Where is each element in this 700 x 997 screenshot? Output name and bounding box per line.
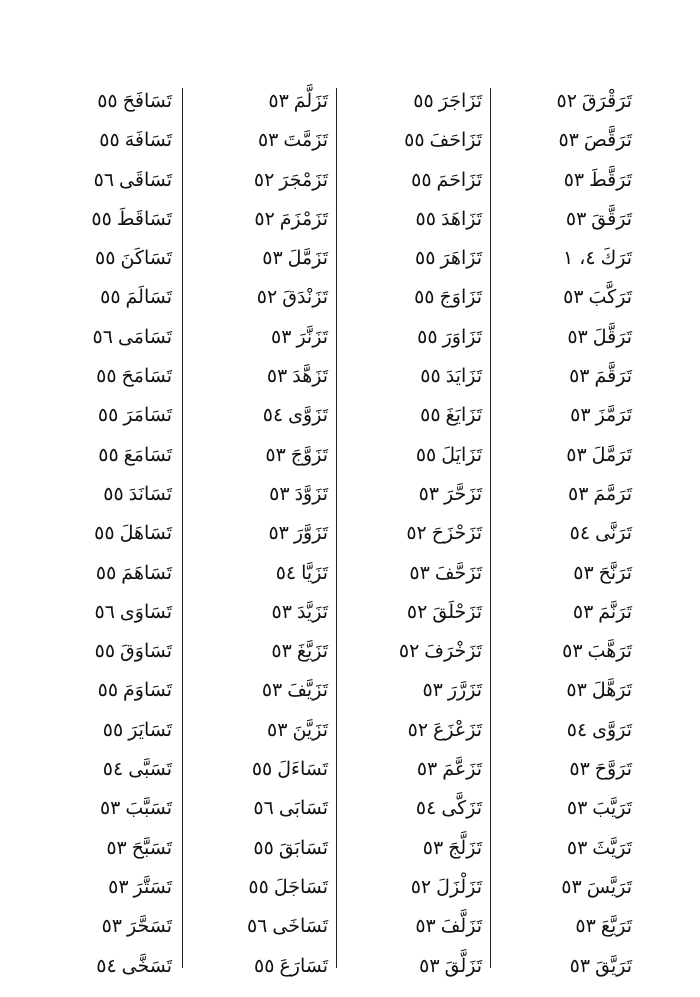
entry-number: ٥٣: [566, 797, 588, 820]
entry-word: تَسَحَّرَ: [127, 915, 172, 938]
entry-word: تَسَاهَمَ: [121, 561, 172, 584]
entry-row: [196, 121, 328, 160]
entry-row: [350, 829, 482, 868]
entry-row: [500, 947, 632, 986]
entry-word: تَرَكَّبَ: [588, 286, 632, 309]
entry-word: تَرَقَّطَ: [589, 168, 632, 191]
entry-word: تَزَيَّفَ: [287, 679, 328, 702]
entry-row: [350, 868, 482, 907]
entry-row: [500, 82, 632, 121]
entry-row: [196, 789, 328, 828]
entry-row: [196, 829, 328, 868]
entry-word: تَرَيَّسَ: [586, 875, 632, 898]
entry-number: ٥٣: [569, 758, 590, 781]
entry-word: تَزَنَّرَ: [296, 325, 328, 348]
entry-word: تَرَوَّى: [592, 718, 632, 741]
entry-number: ٥٣: [268, 522, 289, 545]
entry-number: ٥٥: [100, 286, 121, 309]
column-3: [196, 82, 328, 986]
entry-word: تَزَحْزَحَ: [431, 522, 482, 545]
entry-word: تَزَاحَفَ: [429, 129, 482, 152]
entry-row: [40, 514, 172, 553]
entry-word: تَسَاقَى: [119, 168, 172, 191]
entry-row: [350, 907, 482, 946]
entry-word: تَسَاءَلَ: [277, 758, 328, 781]
entry-word: تَسَتَّرَ: [133, 875, 172, 898]
entry-row: [350, 632, 482, 671]
entry-row: [196, 947, 328, 986]
entry-row: [350, 514, 482, 553]
entry-number: ٥٥: [411, 168, 432, 191]
entry-number: ٥٣: [565, 207, 587, 230]
entry-number: ٥٥: [420, 365, 441, 388]
entry-word: تَرَهَّلَ: [591, 679, 632, 702]
entry-number: ٥٣: [570, 404, 591, 427]
entry-number: ٥٥: [415, 247, 436, 270]
entry-number: ٥٥: [417, 325, 438, 348]
entry-number: ٥٣: [566, 679, 587, 702]
entry-number: ٥٤: [102, 758, 124, 781]
entry-number: ٥٥: [404, 129, 425, 152]
entry-word: تَزَيَّدَ: [296, 600, 328, 623]
entry-word: تَزَاحَمَ: [436, 168, 482, 191]
entry-number: ٥٥: [94, 522, 115, 545]
entry-row: [40, 750, 172, 789]
entry-word: تَسَابَى: [278, 797, 328, 820]
entry-word: تَرَقَّقَ: [591, 207, 632, 230]
entry-word: تَسَاهَلَ: [119, 522, 172, 545]
entry-word: تَزَكَّى: [441, 797, 482, 820]
entry-row: [350, 121, 482, 160]
entry-row: [40, 82, 172, 121]
entry-number: ٥٥: [91, 207, 112, 230]
entry-number: ٥٥: [103, 482, 124, 505]
entry-number: ٥٥: [420, 404, 441, 427]
entry-number: ٥٥: [97, 404, 119, 427]
entry-word: تَسَاجَلَ: [273, 875, 328, 898]
entry-word: تَزَوَّدَ: [294, 482, 328, 505]
entry-row: [350, 82, 482, 121]
entry-number: ٥٣: [558, 129, 579, 152]
entry-word: تَزَايَلَ: [441, 443, 482, 466]
entry-word: تَزَاوَرَ: [442, 325, 482, 348]
entry-number: ٥٤: [275, 561, 297, 584]
entry-row: [350, 161, 482, 200]
entry-number: ٥٤: [262, 404, 284, 427]
entry-number: ٥٣: [268, 90, 289, 112]
entry-word: تَزَاجَرَ: [438, 90, 482, 112]
entry-word: تَسَاوَقَ: [120, 640, 172, 663]
entry-row: [196, 161, 328, 200]
entry-number: ٥٣: [422, 679, 443, 702]
entry-row: [196, 671, 328, 710]
entry-word: تَزَرَّرَ: [447, 679, 482, 702]
entry-row: [196, 82, 328, 121]
entry-row: [40, 121, 172, 160]
entry-number: ٥٣: [269, 482, 290, 505]
entry-row: [196, 396, 328, 435]
entry-number: ٥٥: [413, 90, 434, 112]
entry-word: تَزَيَّغَ: [296, 640, 328, 663]
entry-word: تَزَيَّنَ: [292, 718, 328, 741]
entry-row: [350, 789, 482, 828]
entry-number: ٥٥: [95, 561, 117, 584]
entry-number: ٥٣: [108, 875, 129, 898]
entry-word: تَسَارَعَ: [279, 954, 328, 977]
entry-row: [350, 357, 482, 396]
entry-word: تَسَاوَى: [119, 600, 172, 623]
entry-number: ٥٣: [265, 443, 286, 466]
entry-row: [40, 278, 172, 317]
entry-word: تَزَاهَرَ: [440, 247, 482, 270]
entry-word: تَزَلَّجَ: [448, 836, 482, 859]
entry-row: [500, 593, 632, 632]
entry-word: تَزَوَّجَ: [290, 443, 328, 466]
entry-number: ٥٥: [97, 679, 119, 702]
entry-number: ٥٥: [102, 718, 124, 741]
entry-row: [40, 632, 172, 671]
entry-word: تَزَوَّى: [288, 404, 328, 427]
entry-row: [500, 907, 632, 946]
entry-word: تَسَافَهَ: [124, 129, 172, 152]
entry-row: [500, 161, 632, 200]
entry-word: تَسَبَّبَ: [125, 797, 172, 820]
entry-word: تَزَلَّمَ: [293, 90, 328, 112]
entry-row: [40, 239, 172, 278]
entry-number: ٥٤: [569, 522, 591, 545]
entry-row: [40, 593, 172, 632]
entry-row: [500, 200, 632, 239]
entry-word: تَسَايَرَ: [128, 718, 172, 741]
entry-word: تَزَيَّا: [301, 561, 328, 584]
entry-number: ٥٣: [561, 875, 582, 898]
entry-word: تَسَاوَمَ: [123, 679, 172, 702]
entry-number: ٥٣: [99, 797, 121, 820]
entry-number: ٥٤: [415, 797, 437, 820]
entry-word: تَزَلَّقَ: [444, 954, 482, 977]
entry-row: [350, 947, 482, 986]
entry-word: تَسَامَرَ: [123, 404, 172, 427]
entry-number: ٥٣: [409, 561, 430, 584]
entry-row: [196, 475, 328, 514]
entry-row: [196, 750, 328, 789]
entry-row: [500, 278, 632, 317]
entry-number: ٥٣: [569, 365, 590, 388]
entry-number: ٥٥: [95, 247, 116, 270]
entry-word: تَزَهَّدَ: [292, 365, 328, 388]
entry-row: [196, 593, 328, 632]
entry-number: ٥٢: [410, 875, 432, 898]
entry-row: [40, 554, 172, 593]
entry-row: [500, 475, 632, 514]
entry-row: [500, 829, 632, 868]
entry-row: [350, 436, 482, 475]
column-4: [40, 82, 172, 986]
entry-word: تَزَاوَجَ: [439, 286, 482, 309]
entry-row: [350, 396, 482, 435]
entry-row: [40, 396, 172, 435]
entry-word: تَزَاهَدَ: [440, 207, 482, 230]
entry-row: [196, 318, 328, 357]
entry-word: تَزَوَّرَ: [293, 522, 328, 545]
entry-word: تَزَحْلَقَ: [432, 600, 482, 623]
entry-word: تَسَامَى: [117, 325, 172, 348]
entry-row: [500, 868, 632, 907]
entry-number: ٥٥: [97, 90, 118, 112]
entry-row: [196, 278, 328, 317]
entry-number: ٥٣: [266, 365, 288, 388]
entry-number: ٥٣: [569, 954, 591, 977]
entry-word: تَسَالَمَ: [125, 286, 172, 309]
entry-row: [40, 200, 172, 239]
entry-word: تَزَايَغَ: [445, 404, 482, 427]
entry-row: [500, 514, 632, 553]
entry-row: [40, 829, 172, 868]
entry-row: [350, 593, 482, 632]
entry-number: ٥٥: [99, 129, 120, 152]
entry-row: [500, 789, 632, 828]
entry-number: ٥٣: [267, 718, 288, 741]
entry-row: [196, 357, 328, 396]
entry-number: ٥٣: [562, 640, 583, 663]
entry-row: [196, 554, 328, 593]
entry-number: ٥٣: [567, 482, 589, 505]
entry-row: [40, 475, 172, 514]
entry-word: تَزَلَّفَ: [440, 915, 482, 938]
entry-row: [500, 239, 632, 278]
entry-row: [350, 318, 482, 357]
entry-number: ٥٣: [419, 954, 440, 977]
entry-number: ٥٤: [566, 718, 588, 741]
column-divider: [490, 88, 491, 968]
entry-row: [500, 357, 632, 396]
entry-number: ٥٣: [572, 600, 594, 623]
entry-row: [350, 711, 482, 750]
entry-number: ٥٥: [248, 875, 269, 898]
entry-word: تَزَايَدَ: [445, 365, 482, 388]
entry-number: ٥٦: [246, 915, 268, 938]
entry-row: [196, 711, 328, 750]
entry-row: [40, 357, 172, 396]
entry-word: تَزَعْزَعَ: [433, 718, 482, 741]
entry-row: [500, 671, 632, 710]
entry-row: [196, 907, 328, 946]
column-divider: [182, 88, 183, 968]
entry-row: [40, 907, 172, 946]
entry-number: ٥٦: [253, 797, 274, 820]
entry-row: [196, 868, 328, 907]
entry-number: ٥٦: [92, 325, 113, 348]
entry-row: [500, 750, 632, 789]
entry-word: تَرَيَّقَ: [595, 954, 632, 977]
entry-row: [350, 278, 482, 317]
entry-row: [40, 318, 172, 357]
entry-word: تَرَنَّى: [595, 522, 632, 545]
entry-number: ٥٣: [271, 640, 292, 663]
entry-word: تَزَحَّرَ: [444, 482, 482, 505]
entry-row: [500, 711, 632, 750]
entry-number: ٥٤: [96, 954, 117, 977]
entry-number: ٥٣: [101, 915, 122, 938]
entry-word: تَزَخْرَفَ: [424, 640, 482, 663]
entry-row: [40, 436, 172, 475]
entry-number: ٤، ١: [562, 247, 596, 270]
entry-number: ٥٢: [254, 207, 275, 230]
entry-number: ٥٣: [416, 758, 438, 781]
entry-row: [500, 632, 632, 671]
entry-word: تَسَاكَنَ: [120, 247, 172, 270]
entry-number: ٥٢: [407, 718, 429, 741]
entry-number: ٥٣: [563, 168, 585, 191]
entry-row: [500, 436, 632, 475]
entry-word: تَسَابَقَ: [278, 836, 328, 859]
entry-number: ٥٥: [254, 954, 275, 977]
entry-number: ٥٢: [406, 522, 427, 545]
entry-word: تَرَوَّحَ: [594, 758, 632, 781]
entry-number: ٥٦: [94, 600, 115, 623]
entry-word: تَسَافَحَ: [122, 90, 172, 112]
entry-number: ٥٢: [556, 90, 577, 112]
entry-number: ٥٥: [96, 365, 117, 388]
entry-number: ٥٣: [573, 561, 594, 584]
entry-number: ٥٥: [253, 836, 274, 859]
entry-word: تَرَقَّلَ: [592, 325, 632, 348]
entry-number: ٥٢: [406, 600, 428, 623]
entry-row: [500, 318, 632, 357]
entry-row: [196, 200, 328, 239]
entry-number: ٥٣: [271, 600, 292, 623]
entry-word: تَسَخَّى: [121, 954, 172, 977]
entry-row: [350, 239, 482, 278]
entry-word: تَسَامَحَ: [121, 365, 172, 388]
entry-number: ٥٣: [567, 325, 588, 348]
entry-number: ٥٣: [415, 915, 436, 938]
entry-row: [40, 947, 172, 986]
entry-word: تَرَمَّلَ: [591, 443, 632, 466]
entry-number: ٥٥: [414, 286, 435, 309]
entry-row: [40, 671, 172, 710]
entry-row: [196, 632, 328, 671]
entry-row: [40, 711, 172, 750]
entry-word: تَزَنْدَقَ: [282, 286, 328, 309]
entry-row: [40, 161, 172, 200]
entry-row: [350, 200, 482, 239]
entry-word: تَرَكَ: [600, 247, 632, 270]
entry-number: ٥٥: [415, 443, 437, 466]
entry-row: [196, 514, 328, 553]
entry-row: [500, 396, 632, 435]
entry-word: تَزَمَّلَ: [287, 247, 328, 270]
entry-number: ٥٣: [563, 286, 584, 309]
entry-number: ٥٣: [261, 679, 283, 702]
entry-number: ٥٣: [575, 915, 596, 938]
entry-row: [350, 671, 482, 710]
entry-row: [196, 239, 328, 278]
entry-row: [350, 750, 482, 789]
entry-word: تَرَيَّبَ: [592, 797, 632, 820]
entry-word: تَرَهَّبَ: [587, 640, 632, 663]
entry-word: تَرَيَّثَ: [592, 836, 632, 859]
entry-number: ٥٣: [106, 836, 127, 859]
entry-number: ٥٥: [251, 758, 273, 781]
entry-number: ٥٥: [415, 207, 436, 230]
entry-word: تَرَنَّحَ: [598, 561, 632, 584]
entry-word: تَسَاخَى: [272, 915, 328, 938]
column-2: [350, 82, 482, 986]
entry-word: تَزَمْجَرَ: [279, 168, 328, 191]
entry-number: ٥٣: [271, 325, 292, 348]
entry-number: ٥٣: [257, 129, 279, 152]
entry-row: [350, 554, 482, 593]
entry-number: ٥٢: [398, 640, 420, 663]
entry-word: تَزَمْزَمَ: [279, 207, 328, 230]
entry-word: تَرَمَّمَ: [593, 482, 632, 505]
entry-number: ٥٣: [566, 443, 587, 466]
entry-number: ٥٢: [256, 286, 278, 309]
entry-word: تَسَانَدَ: [128, 482, 172, 505]
entry-number: ٥٣: [422, 836, 444, 859]
entry-row: [350, 475, 482, 514]
entry-row: [500, 554, 632, 593]
entry-word: تَزَحَّفَ: [434, 561, 482, 584]
entry-word: تَرَنَّمَ: [598, 600, 632, 623]
entry-word: تَزَمَّتَ: [283, 129, 328, 152]
entry-row: [40, 789, 172, 828]
entry-word: تَسَبَّى: [128, 758, 172, 781]
column-1: [500, 82, 632, 986]
entry-word: تَرَقَّمَ: [594, 365, 632, 388]
entry-word: تَرَيَّعَ: [600, 915, 632, 938]
entry-number: ٥٣: [262, 247, 283, 270]
entry-number: ٥٢: [253, 168, 275, 191]
entry-number: ٥٥: [94, 640, 116, 663]
entry-word: تَرَقْرَقَ: [581, 90, 632, 112]
entry-word: تَسَاقَطَ: [116, 207, 172, 230]
entry-number: ٥٣: [566, 836, 588, 859]
column-divider: [336, 88, 337, 968]
entry-word: تَرَمَّزَ: [595, 404, 632, 427]
entry-word: تَسَامَعَ: [123, 443, 172, 466]
entry-number: ٥٦: [93, 168, 115, 191]
entry-number: ٥٣: [418, 482, 439, 505]
entry-word: تَزَلْزَلَ: [436, 875, 482, 898]
entry-row: [196, 436, 328, 475]
entry-word: تَسَبَّحَ: [131, 836, 172, 859]
entry-row: [500, 121, 632, 160]
entry-number: ٥٥: [98, 443, 119, 466]
entry-word: تَزَعَّمَ: [442, 758, 482, 781]
entry-word: تَرَقَّصَ: [583, 129, 632, 152]
entry-row: [40, 868, 172, 907]
